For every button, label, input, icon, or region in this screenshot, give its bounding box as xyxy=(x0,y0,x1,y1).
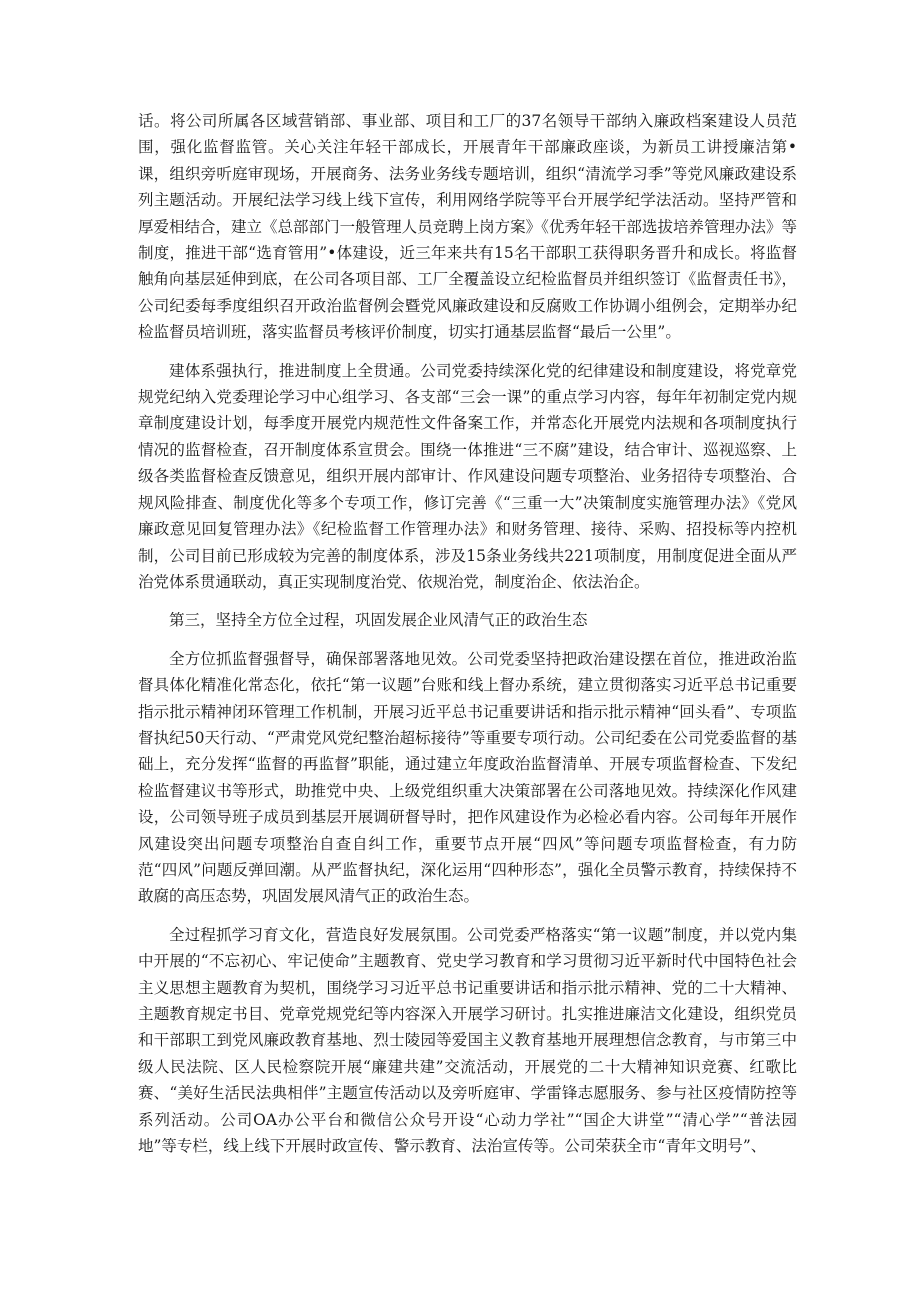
paragraph-system-building: 建体系强执行，推进制度上全贯通。公司党委持续深化党的纪律建设和制度建设，将党章党规党纪纳入党委理论学习中心组学习、各支部“三会一课”的重点学习内容，每年年初制定党内规章制度建设计划，每季度开展党内规范性文件备案工作，并常态化开展党内法规和各项制度执行情况的监督检查，召开制度体系宣贯会。围绕一体推进“三不腐”建设，结合审计、巡视巡察、上级各类监督检查反馈意见，组织开展内部审计、作风建设问题专项整治、业务招待专项整治、合规风险排查、制度优化等多个专项工作，修订完善《“三重一大”决策制度实施管理办法》《党风廉政意见回复管理办法》《纪检监督工作管理办法》和财务管理、接待、采购、招投标等内控机制，公司目前已形成较为完善的制度体系，涉及15条业务线共221项制度，用制度促进全面从严治党体系贯通联动，真正实现制度治党、依规治党，制度治企、依法治企。 xyxy=(138,361,797,591)
document-body xyxy=(138,108,797,1171)
paragraph-continuation: 话。将公司所属各区域营销部、事业部、项目和工厂的37名领导干部纳入廉政档案建设人员范围，强化监督监管。关心关注年轻干部成长，开展青年干部廉政座谈，为新员工讲授廉洁第•课，组织旁听庭审现场，开展商务、法务业务线专题培训，组织“清流学习季”等党风廉政建设系列主题活动。开展纪法学习线上线下宣传，利用网络学院等平台开展学纪学法活动。坚持严管和厚爱相结合，建立《总部部门一般管理人员竞聘上岗方案》《优秀年轻干部选拔培养管理办法》等制度，推进干部“选育管用”•体建设，近三年来共有15名干部职工获得职务晋升和成长。将监督触角向基层延伸到底，在公司各项目部、工厂全覆盖设立纪检监督员并组织签订《监督责任书》，公司纪委每季度组织召开政治监督例会暨党风廉政建设和反腐败工作协调小组例会，定期举办纪检监督员培训班，落实监督员考核评价制度，切实打通基层监督“最后一公里”。 xyxy=(138,112,797,342)
paragraph-learning-culture: 全过程抓学习育文化，营造良好发展氛围。公司党委严格落实“第一议题”制度，并以党内集中开展的“不忘初心、牢记使命”主题教育、党史学习教育和学习贯彻习近平新时代中国特色社会主义思想主题教育为契机，围绕学习习近平总书记重要讲话和指示批示精神、党的二十大精神、主题教育规定书目、党章党规党纪等内容深入开展学习研讨。扎实推进廉洁文化建设，组织党员和干部职工到党风廉政教育基地、烈士陵园等爱国主义教育基地开展理想信念教育，与市第三中级人民法院、区人民检察院开展“廉建共建”交流活动，开展党的二十大精神知识竞赛、红歌比赛、“美好生活民法典相伴”主题宣传活动以及旁听庭审、学雷锋志愿服务、参与社区疫情防控等系列活动。公司OA办公平台和微信公众号开设“心动力学社”“国企大讲堂”“清心学”“普法园地”等专栏，线上线下开展时政宣传、警示教育、法治宣传等。公司荣获全市“青年文明号”、 xyxy=(138,925,797,1156)
paragraph-supervision: 全方位抓监督强督导，确保部署落地见效。公司党委坚持把政治建设摆在首位，推进政治监督具体化精准化常态化，依托“第一议题”台账和线上督办系统，建立贯彻落实习近平总书记重要指示批示精神闭环管理工作机制，开展习近平总书记重要讲话和指示批示精神“回头看”、专项监督执纪50天行动、“严肃党风党纪整治超标接待”等重要专项行动。公司纪委在公司党委监督的基础上，充分发挥“监督的再监督”职能，通过建立年度政治监督清单、开展专项监督检查、下发纪检监督建议书等形式，助推党中央、上级党组织重大决策部署在公司落地见效。持续深化作风建设，公司领导班子成员到基层开展调研督导时，把作风建设作为必检必看内容。公司每年开展作风建设突出问题专项整治自查自纠工作，重要节点开展“四风”等问题专项监督检查，有力防范“四风”问题反弹回潮。从严监督执纪，深化运用“四种形态”，强化全员警示教育，持续保持不敢腐的高压态势，巩固发展风清气正的政治生态。 xyxy=(138,649,797,906)
section-heading-third: 第三，坚持全方位全过程，巩固发展企业风清气正的政治生态 xyxy=(169,611,588,630)
